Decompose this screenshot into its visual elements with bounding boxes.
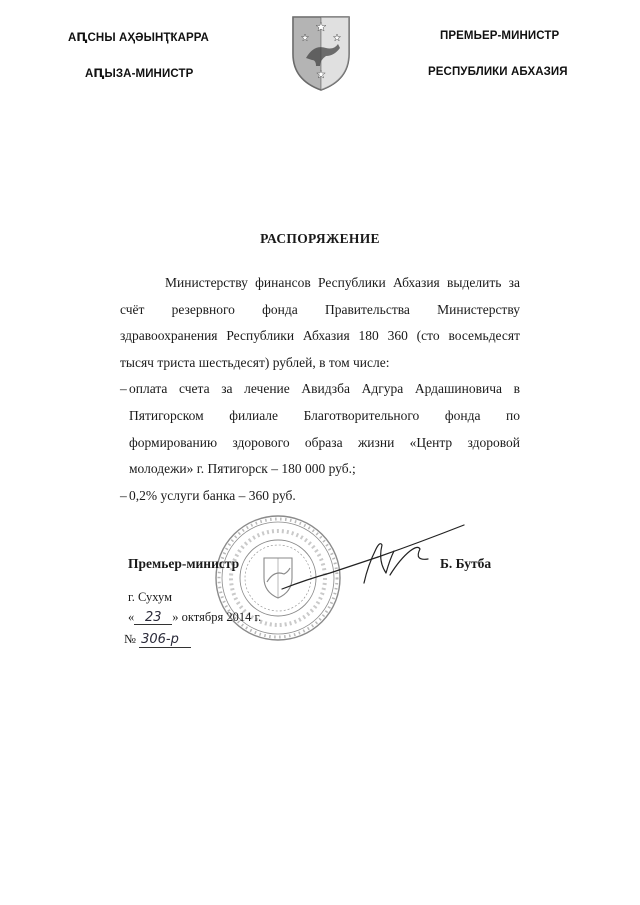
list-dash: – xyxy=(120,381,127,397)
header-right-line1: ПРЕМЬЕР-МИНИСТР xyxy=(440,30,560,42)
place-of-issue: г. Сухум xyxy=(128,590,173,604)
list-item-text: оплата счета за лечение Авидзба Адгура Ардашиновича в Пятигорском филиале Благотворительного фонда по формированию здорового образа жизни «Центр здоровой молодежи» г. Пятигорск – 180 000 руб.; xyxy=(129,381,520,477)
date-day-handwritten: 23 xyxy=(134,611,172,625)
body-paragraph: Министерству финансов Республики Абхазия выделить за счёт резервного фонда Правительства Министерству здравоохранения Республики Абхазия 180 360 (сто восемьдесят тысяч триста шестьдесят) рублей, в том числе: xyxy=(120,275,520,370)
header-left-line1: АԤСНЫ АҲӘЫНҬҞАРРА xyxy=(68,32,209,44)
issue-date xyxy=(128,610,261,625)
handwritten-signature-icon xyxy=(268,515,468,595)
document-number xyxy=(124,632,191,648)
list-item-text: 0,2% услуги банка – 360 руб. xyxy=(129,487,296,503)
date-month-year: » октября 2014 г. xyxy=(172,610,262,624)
number-prefix: № xyxy=(124,632,136,646)
header-left-line2: АԤЫЗА-МИНИСТР xyxy=(85,68,194,80)
document-body xyxy=(120,270,520,509)
date-quote-open: « xyxy=(128,610,135,624)
abkhazia-coat-of-arms-icon xyxy=(290,14,352,92)
signatory-position: Премьер-министр xyxy=(128,556,240,571)
signatory-name: Б. Бутба xyxy=(440,556,492,571)
list-dash: – xyxy=(120,487,127,503)
list-item xyxy=(120,376,520,482)
list-item xyxy=(120,483,520,510)
header-right-line2: РЕСПУБЛИКИ АБХАЗИЯ xyxy=(428,66,568,78)
document-title: РАСПОРЯЖЕНИЕ xyxy=(260,231,380,246)
number-value-handwritten: 306-р xyxy=(139,633,191,648)
